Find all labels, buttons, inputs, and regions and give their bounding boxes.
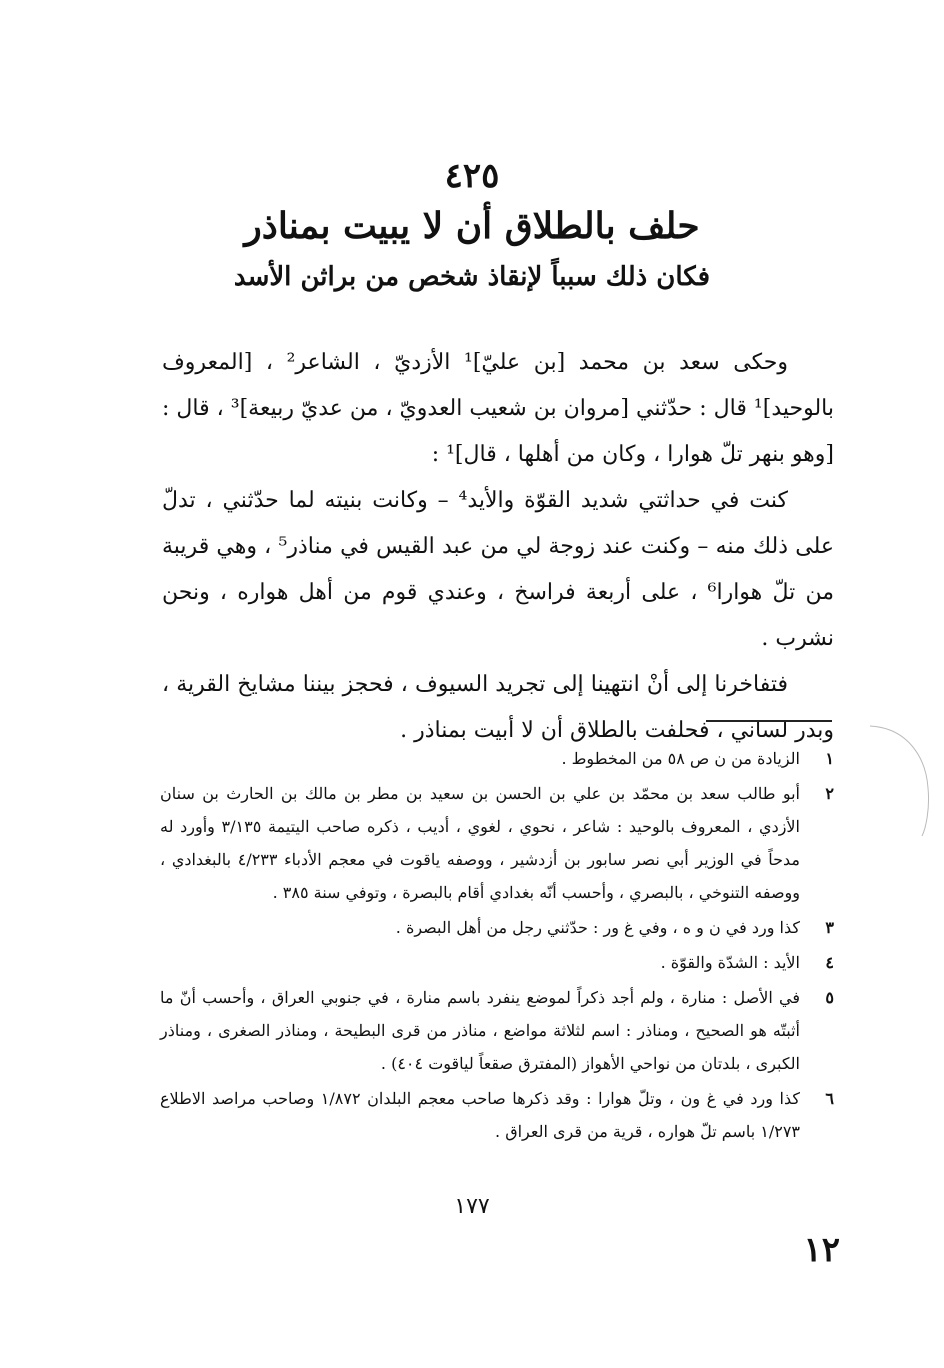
footnote-number: ٣	[825, 918, 834, 937]
footnote-text: الزيادة من ن ص ٥٨ من المخطوط .	[561, 749, 800, 768]
footnote-4	[160, 946, 834, 979]
footnote-2	[160, 777, 834, 909]
footnote-6	[160, 1082, 834, 1148]
footnote-text: في الأصل : منارة ، ولم أجد ذكراً لموضع ينفرد باسم منارة ، في جنوبي العراق ، وأحسب أنّ ما أثبتّه هو الصحيح ، ومناذر : اسم لثلاثة مواضع ، مناذر من قرى البطيحة ، ومناذر الصغرى ، ومناذر الكبرى ، بلدتان من نواحي الأهواز (المفترق صقعاً لياقوت ٤٠٤) .	[160, 988, 800, 1073]
paragraph-2: كنت في حداثتي شديد القوّة والأيد⁴ – وكانت بنيته لما حدّثني ، تدلّ على ذلك منه – وكنت عند زوجة لي من عبد القيس في مناذر⁵ ، وهي قريبة من تلّ هوارا⁶ ، على أربعة فراسخ ، وعندي قوم من أهل هواره ، ونحن نشرب .	[162, 488, 835, 651]
footnote-text: أبو طالب سعد بن محمّد بن علي بن الحسن بن سعيد بن مطر بن مالك بن الحارث بن سنان الأزدي ، المعروف بالوحيد : شاعر ، نحوي ، لغوي ، أديب ، ذكره صاحب اليتيمة ٣/١٣٥ وأورد له مدحاً في الوزير أبي نصر سابور بن أزدشير ، ووصفه ياقوت في معجم الأدباء ٤/٢٣٣ بالبغدادي ، ووصفه التنوخي ، بالبصري ، وأحسب أنّه بغدادي أقام بالبصرة ، وتوفي سنة ٣٨٥ .	[160, 784, 801, 902]
paragraph-1: وحكى سعد بن محمد [بن عليّ]¹ الأزديّ ، الشاعر² ، [المعروف بالوحيد]¹ قال : حدّثني [مروان بن شعيب العدويّ ، من عديّ ربيعة]³ ، قال : [وهو بنهر تلّ هوارا ، وكان من أهلها ، قال]¹ :	[162, 350, 834, 467]
story-number: ٤٢٥	[444, 156, 500, 196]
footnote-1	[160, 742, 834, 775]
footnote-number: ٥	[825, 988, 834, 1007]
footnote-number: ٦	[825, 1089, 834, 1108]
paragraph-3: فتفاخرنا إلى أنْ انتهينا إلى تجريد السيوف ، فحجز بيننا مشايخ القرية ، وبدر لساني ، فحلفت بالطلاق أن لا أبيت بمناذر .	[162, 672, 834, 743]
main-text	[162, 340, 834, 754]
footnotes	[160, 742, 834, 1150]
footnote-5	[160, 981, 834, 1080]
page-number: ١٧٧	[454, 1194, 490, 1219]
footnote-number: ٤	[825, 953, 834, 972]
footnote-3	[160, 911, 834, 944]
footnote-number: ١	[825, 749, 834, 768]
footnote-number: ٢	[825, 784, 834, 803]
story-subtitle: فكان ذلك سبباً لإنقاذ شخص من براثن الأسد	[233, 262, 711, 292]
page-edge-mark	[868, 718, 938, 838]
footnote-separator	[706, 720, 832, 722]
story-title: حلف بالطلاق أن لا يبيت بمناذر	[244, 205, 700, 247]
footnote-text: كذا ورد في غ ون ، وتلّ هوارا : وقد ذكرها صاحب معجم البلدان ١/٨٧٢ وصاحب مراصد الاطلاع ١/٢٧٣ باسم تلّ هواره ، قرية من قرى العراق .	[160, 1089, 800, 1141]
footnote-text: كذا ورد في ن و ه ، وفي غ ور : حدّثني رجل من أهل البصرة .	[395, 918, 800, 937]
footnote-text: الأيد : الشدّة والقوّة .	[660, 953, 800, 972]
signature-mark: ١٢	[803, 1230, 840, 1270]
